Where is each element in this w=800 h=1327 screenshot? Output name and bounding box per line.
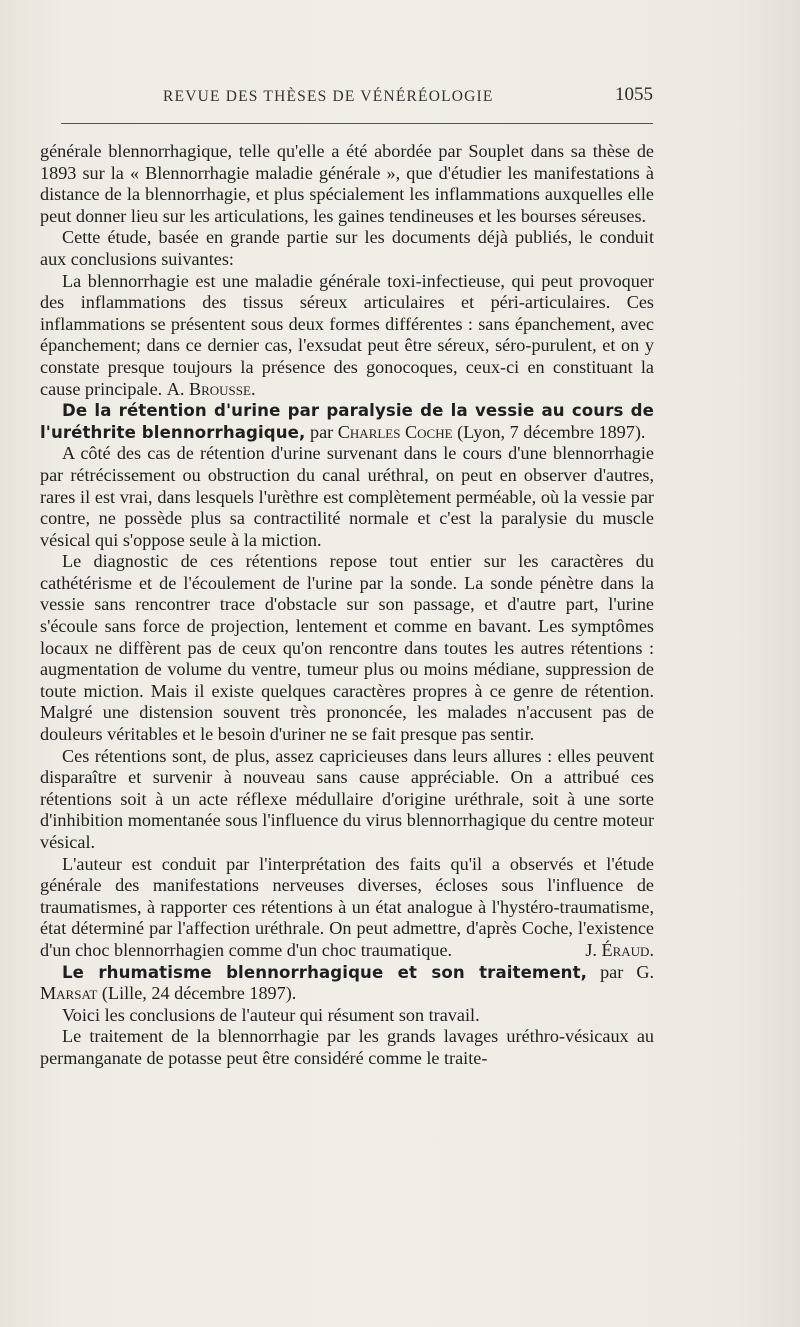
article1-paragraph-3-text: La blennorrhagie est une maladie générale toxi-infectieuse, qui peut provoquer des inflammations des tissus séreux articulaires et péri-articulaires. Ces inflammations se présentent sous deux formes différentes : sans épanchement, avec épanchement; dans ce dernier cas, l'exsudat peut être séreux, séro-purulent, et on y constate presque toujours la présence des gonocoques, ceux-ci en constituant la cause principale. — [40, 270, 654, 399]
article2-heading — [40, 400, 654, 443]
article1-paragraph-1: générale blennorrhagique, telle qu'elle a été abordée par Souplet dans sa thèse de 1893 sur la « Blennorrhagie maladie générale », que d'étudier les manifestations à distance de la blennorrhagie, et plus spécialement les inflammations auxquelles elle peut donner lieu sur les articulations, les gaines tendineuses et les bourses séreuses. — [40, 141, 654, 226]
page-header — [61, 86, 653, 116]
page-number: 1055 — [615, 84, 653, 105]
article2-paragraph-2: Le diagnostic de ces rétentions repose tout entier sur les caractères du cathétérisme et de l'écoulement de l'urine par la sonde. La sonde pénètre dans la vessie sans rencontrer trace d'obstacle sur son passage, et d'autre part, l'urine s'écoule sans force de projection, lentement et comme en bavant. Les symptômes locaux ne diffèrent pas de ceux qu'on rencontre dans toutes les autres rétentions : augmentation de volume du ventre, tumeur plus ou moins médiane, suppression de toute miction. Mais il existe quelques caractères propres à ce genre de rétention. Malgré une distension souvent très prononcée, les malades n'accusent pas de douleurs véritables et le besoin d'uriner ne se fait presque pas sentir. — [40, 551, 654, 745]
article2-author: Charles Coche — [337, 421, 453, 442]
article2-paragraph-4 — [40, 854, 654, 962]
article2-paragraph-3: Ces rétentions sont, de plus, assez capricieuses dans leurs allures : elles peuvent disparaître et survenir à nouveau sans cause appréciable. On a attribué ces rétentions soit à un acte réflexe médullaire d'origine uréthrale, soit à une sorte d'inhibition momentanée sous l'influence du virus blennorrhagique du centre moteur vésical. — [40, 745, 654, 852]
body-text — [40, 141, 654, 1070]
article3-paragraph-2: Le traitement de la blennorrhagie par les grands lavages uréthro-vésicaux au permanganate de potasse peut être considéré comme le traite- — [40, 1026, 654, 1068]
article1-signature: A. Brousse. — [166, 378, 256, 399]
article3-heading — [40, 962, 654, 1005]
article3-citation: (Lille, 24 décembre 1897). — [101, 983, 297, 1004]
article2-paragraph-4-text: L'auteur est conduit par l'interprétation des faits qu'il a observés et l'étude générale des manifestations nerveuses diverses, écloses sous l'influence de traumatismes, à rapporter ces rétentions à un état analogue à l'hystéro-traumatisme, état déterminé par l'affection uréthrale. On peut admettre, d'après Coche, l'existence d'un choc blennorrhagien comme d'un choc traumatique. — [40, 853, 654, 960]
article2-title: De la rétention d'urine par paralysie de la vessie au cours de l'uréthrite blennorrhagique, — [40, 401, 654, 442]
article3-by: par — [600, 961, 624, 982]
article1-paragraph-3 — [40, 271, 654, 401]
article2-citation: (Lyon, 7 décembre 1897). — [457, 421, 646, 442]
header-rule — [61, 123, 653, 124]
article2-signature: J. Éraud. — [585, 939, 654, 960]
article3-author: G. Marsat — [40, 961, 655, 1004]
article2-by: par — [310, 421, 334, 442]
article1-paragraph-2: Cette étude, basée en grande partie sur les documents déjà publiés, le conduit aux conclusions suivantes: — [40, 227, 654, 269]
article3-title: Le rhumatisme blennorrhagique et son traitement, — [62, 962, 588, 982]
running-title: REVUE DES THÈSES DE VÉNÉRÉOLOGIE — [163, 88, 494, 105]
article2-paragraph-1: A côté des cas de rétention d'urine survenant dans le cours d'une blennorrhagie par rétrécissement ou obstruction du canal uréthral, on peut en observer d'autres, rares il est vrai, dans lesquels l'urèthre est complètement perméable, où la vessie par contre, ne possède plus sa contractilité normale et c'est la paralysie du muscle vésical qui s'oppose seule à la miction. — [40, 443, 654, 550]
article3-paragraph-1: Voici les conclusions de l'auteur qui résument son travail. — [62, 1004, 480, 1025]
